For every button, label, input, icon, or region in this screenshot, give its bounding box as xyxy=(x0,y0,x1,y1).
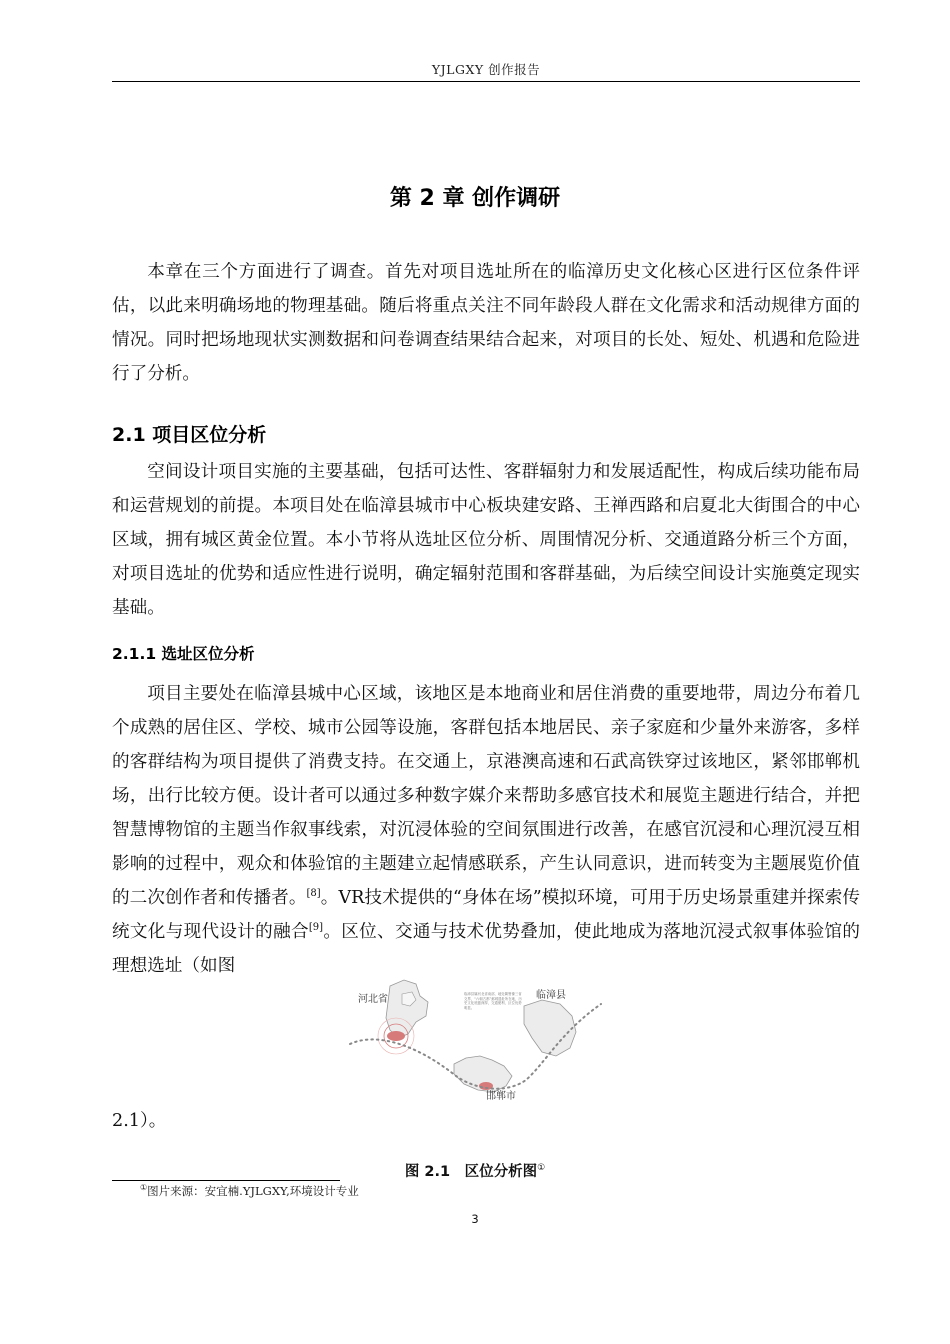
paragraph-text: 。区位、交通与技术优势叠加，使此地成为落地沉浸式叙事体验馆的理想选址（如图 xyxy=(112,922,860,976)
linzhang-county-shape xyxy=(524,1000,576,1056)
header-rule xyxy=(112,81,860,82)
paragraph-text: 项目主要处在临漳县城中心区域，该地区是本地商业和居住消费的重要地带，周边分布着几个成熟的居住区、学校、城市公园等设施，客群包括本地居民、亲子家庭和少量外来游客，多样的客群结构为项目提供了消费支持。在交通上，京港澳高速和石武高铁穿过该地区，紧邻邯郸机场，出行比较方便。设计者可以通过多种数字媒介来帮助多感官技术和展览主题进行结合，并把智慧博物馆的主题当作叙事线索，对沉浸体验的空间氛围进行改善，在感官沉浸和心理沉浸互相影响的过程中，观众和体验馆的主题建立起情感联系，产生认同意识，进而转变为主题展览价值的二次创作者和传播者。 xyxy=(112,684,860,908)
caption-text: 图 2.1 区位分析图 xyxy=(404,1164,538,1180)
location-map-figure xyxy=(346,972,606,1100)
intro-paragraph: 本章在三个方面进行了调查。首先对项目选址所在的临漳历史文化核心区进行区位条件评估，以此来明确场地的物理基础。随后将重点关注不同年龄段人群在文化需求和活动规律方面的情况。同时把场地现状实测数据和问卷调查结果结合起来，对项目的长处、短处、机遇和危险进行了分析。 xyxy=(112,262,860,384)
map-note: 临漳县属河北省南部，地处冀鲁豫三省交界，“六朝古都”邺城遗址所在地，历史文化底蕴深厚，交通便利，区位优势明显。 xyxy=(464,992,522,1010)
label-linzhang: 临漳县 xyxy=(536,990,566,1001)
paragraph-continuation: 2.1）。 xyxy=(112,1111,167,1131)
section-2-1-1-paragraph xyxy=(112,677,860,983)
hebei-province-shape xyxy=(386,980,428,1038)
section-2-1-paragraph: 空间设计项目实施的主要基础，包括可达性、客群辐射力和发展适配性，构成后续功能布局和运营规划的前提。本项目处在临漳县城市中心板块建安路、王禅西路和启夏北大街围合的中心区域，拥有城区黄金位置。本小节将从选址区位分析、周围情况分析、交通道路分析三个方面，对项目选址的优势和适应性进行说明，确定辐射范围和客群基础，为后续空间设计实施奠定现实基础。 xyxy=(112,462,860,618)
section-heading-2-1: 2.1 项目区位分析 xyxy=(112,424,267,446)
hebei-highlight xyxy=(387,1031,405,1041)
section-heading-2-1-1: 2.1.1 选址区位分析 xyxy=(112,645,255,663)
running-header: YJLGXY 创作报告 xyxy=(431,62,541,77)
page-number: 3 xyxy=(471,1212,479,1226)
caption-footnote-mark[interactable]: ① xyxy=(537,1163,546,1174)
citation-9[interactable]: [9] xyxy=(308,922,324,934)
footnote-rule xyxy=(112,1180,340,1181)
citation-8[interactable]: [8] xyxy=(306,888,321,900)
footnote xyxy=(140,1183,359,1199)
location-map xyxy=(346,972,606,1100)
label-hebei: 河北省 xyxy=(358,994,388,1005)
label-handan: 邯郸市 xyxy=(486,1091,516,1100)
chapter-title: 第 2 章 创作调研 xyxy=(389,186,561,211)
figure-caption xyxy=(0,1160,950,1181)
paragraph-text: 。VR技术提供的“身体在场”模拟环境，可用于历史场景重建并探索传统文化与现代设计的融合 xyxy=(112,888,860,942)
footnote-text: 图片来源：安宜楠.YJLGXY,环境设计专业 xyxy=(147,1184,359,1198)
footnote-mark: ① xyxy=(140,1183,148,1193)
